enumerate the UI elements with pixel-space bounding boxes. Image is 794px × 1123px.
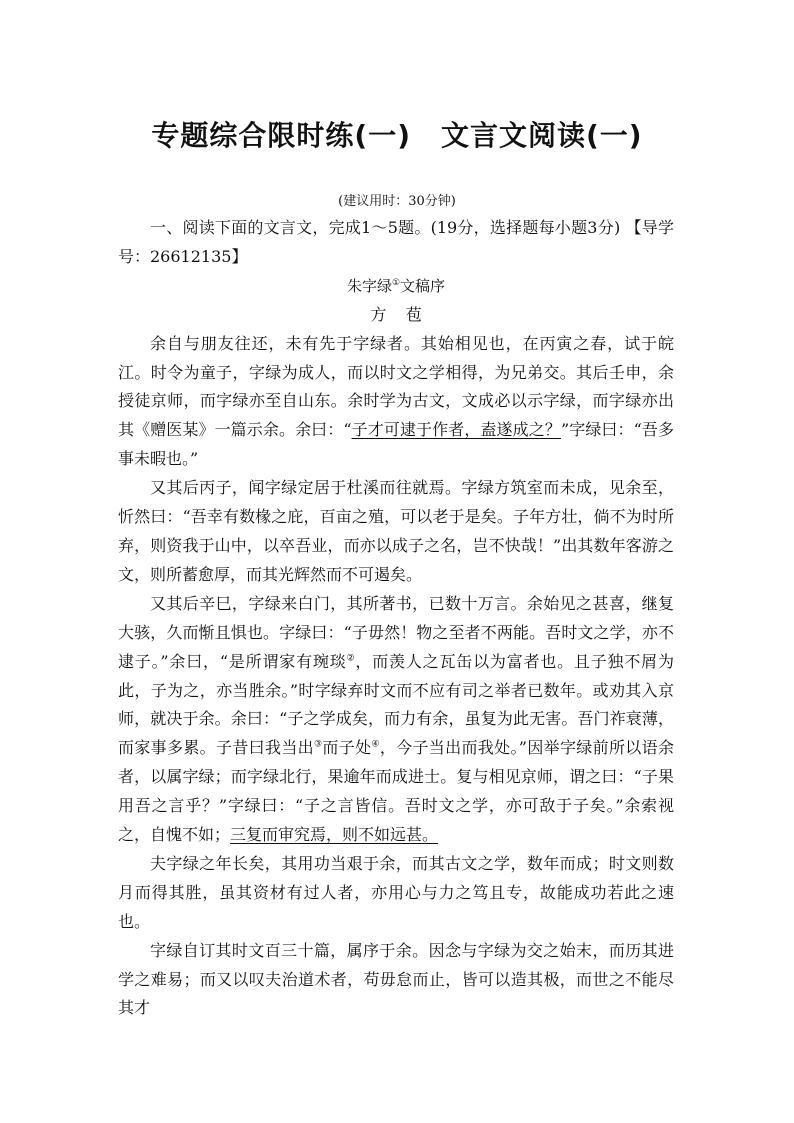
paragraph-2: 又其后丙子，闻字绿定居于杜溪而往就焉。字绿方筑室而未成，见余至，忻然曰：“吾幸有数椽之庇，百亩之殖，可以老于是矣。子年方壮，倘不为时所弃，则资我于山中，以卒吾业，而亦以成子之名，岂不快哉！”出其数年客游之文，则所蓄愈厚，而其光辉然而不可遏矣。 xyxy=(118,478,674,584)
suggested-time: (建议用时：30分钟) xyxy=(338,194,456,209)
title-series: 专题综合限时练(一) xyxy=(151,119,411,152)
underlined-sentence-1: 子才可逮于作者，盍遂成之？ xyxy=(351,420,561,440)
author-name: 方苞 xyxy=(370,304,441,324)
paragraph-1-text-b: ”字绿曰：“吾多事未暇也。” xyxy=(118,420,674,469)
paragraph-5: 字绿自订其时文百三十篇，属序于余。因念与字绿为交之始末，而历其进学之难易；而又以叹夫治道术者，苟毋怠而止，皆可以造其极，而世之不能尽其才 xyxy=(118,940,674,1018)
work-title-rest: 文稿序 xyxy=(400,276,446,295)
paragraph-1-text-a: 余自与朋友往还，未有先于字绿者。其始相见也，在丙寅之春，试于皖江。时令为童子，字绿为成人，而以时文之学相得，为兄弟交。其后壬申，余授徒京师，而字绿亦至自山东。余时学为古文，文成必以示字绿，而字绿亦出其《赠医某》一篇示余。余曰：“ xyxy=(118,333,674,440)
paragraph-3 xyxy=(118,590,674,850)
paragraph-4: 夫字绿之年长矣，其用功当艰于余，而其古文之学，数年而成；时文则数月而得其胜，虽其资材有过人者，亦用心与力之笃且专，故能成功若此之速也。 xyxy=(118,853,674,931)
title-topic: 文言文阅读(一) xyxy=(441,119,643,152)
underlined-sentence-2: 三复而审究焉，则不如远甚。 xyxy=(230,825,439,845)
paragraph-3-text-b: ，而羡人之瓦缶以为富者也。且子独不屑为此，子为之，亦当胜余。”时字绿弃时文而不应有司之举者已数年。或劝其入京师，就决于余。余曰：“子之学成矣，而力有余，虽复为此无害。吾门祚衰薄，而家事多累。子昔曰我当出 xyxy=(118,651,674,758)
author-line xyxy=(118,301,674,330)
footnote-marker-2: ② xyxy=(346,653,356,664)
footnote-marker-4: ④ xyxy=(371,739,380,750)
work-title xyxy=(118,272,674,301)
page-title xyxy=(0,114,794,154)
work-title-name: 朱字绿 xyxy=(346,276,392,295)
paragraph-3-text-c: 而子处 xyxy=(322,738,372,758)
question-intro: 一、阅读下面的文言文，完成1～5题。(19分，选择题每小题3分) 【导学号：26612135】 xyxy=(118,218,674,266)
document-body xyxy=(118,214,674,1023)
paragraph-1 xyxy=(118,330,674,475)
footnote-marker-3: ③ xyxy=(314,739,323,750)
footnote-marker-1: ① xyxy=(391,277,401,288)
paragraph-3-text-d: ，今子当出而我处。”因举字绿前所以语余者，以属字绿；而字绿北行，果逾年而成进士。复与相见京师，谓之曰：“子果用吾之言乎？”字绿曰：“子之言皆信。吾时文之学，亦可敌于子矣。”余索视之，自愧不如； xyxy=(118,738,674,845)
paragraph-3-text-a: 又其后辛巳，字绿来白门，其所著书，已数十万言。余始见之甚喜，继复大骇，久而惭且惧也。字绿曰：“子毋然！物之至者不两能。吾时文之学，亦不逮子。”余曰，“是所谓家有琬琰 xyxy=(118,593,674,671)
